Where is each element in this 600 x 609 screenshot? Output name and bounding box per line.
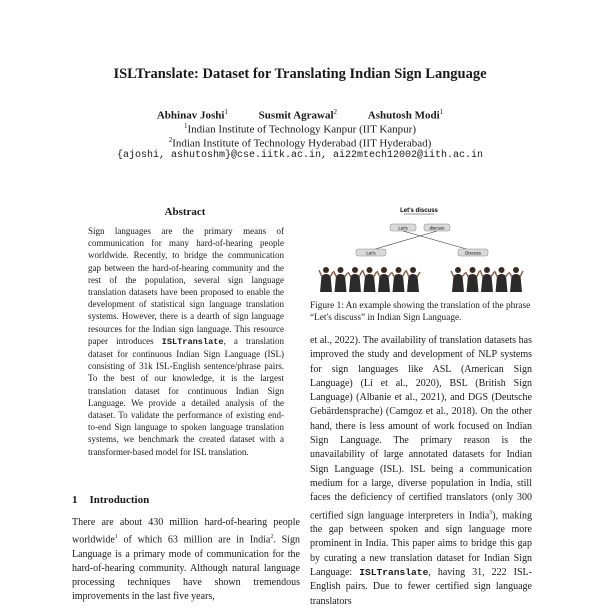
signer-frame [377,267,391,292]
figure-bottom-label: Let's [366,250,376,256]
signer-frame [495,267,509,292]
signer-frame [363,267,377,292]
signer-frame [406,267,420,292]
author-emails: {ajoshi, ashutoshm}@cse.iitk.ac.in, ai22mtech12002@iith.ac.in [116,150,484,161]
sign-frame-strip [319,267,523,292]
author: Ashutosh Modi$^1$ [367,108,444,122]
author: Abhinav Joshi$^1$ [156,108,228,122]
signer-frame [466,267,480,292]
figure-mid-label: discuss [429,225,445,231]
affiliation: $^2$Indian Institute of Technology Hyderabad (IIT Hyderabad) [168,136,432,150]
figure-1 [312,204,526,296]
signer-frame [334,267,348,292]
section-heading: 1 Introduction [72,494,150,506]
signer-frame [451,267,465,292]
paper-title: ISLTranslate: Dataset for Translating Indian Sign Language [113,66,487,82]
introduction-text: There are about 430 million hard-of-hearing people worldwide$^1$ of which 63 million are in India$^2$. Sign Language is a primary mode of communication for the hard-of-hearing community. Although natural language processing techniques have shown tremendous improvements in the last five years, [72,517,300,603]
abstract-text: Sign languages are the primary means of communication for many hard-of-hearing people worldwide. Recently, to bridge the communication gap between the hard-of-hearing community and the rest of the population, several sign language translation datasets have been proposed to enable the development of statistical sign language translation systems. However, there is a dearth of sign language resources for the Indian sign language. This resource paper introduces ISLTranslate, a translation dataset for continuous Indian Sign Language (ISL) consisting of 31k ISL-English sentence/phrase pairs. To the best of our knowledge, it is the largest translation dataset for continuous Indian Sign Language. We provide a detailed analysis of the dataset. To validate the performance of existing end-to-end Sign language to spoken language translation systems, we benchmark the created dataset with a transformer-based model for ISL translation. [88,226,284,457]
signer-frame [392,267,406,292]
affiliation: $^1$Indian Institute of Technology Kanpur (IIT Kanpur) [183,122,417,136]
abstract-heading: Abstract [164,206,206,218]
signer-frame [509,267,523,292]
figure-mid-label: Let's [398,225,408,231]
author-list [0,108,600,122]
right-column-text: et al., 2022). The availability of translation datasets has improved the study and development of NLP systems for sign languages like ASL (American Sign Language) (Li et al., 2020), BSL (British Sign Language) (Albanie et al., 2021), and DGS (Deutsche Gebärdensprache) (Camgoz et al., 2018). On the other hand, there is less amount of work focused on Indian Sign Language. The primary reason is the unavailability of large annotated datasets for Indian Sign Language (ISL). ISL being a communication medium for a large, diverse population in India, still faces the deficiency of certified translators (only 300 certified sign language interpreters in India$^3$), making the gap between spoken and sign language more prominent in India. This paper aims to bridge this gap by curating a new translation dataset for Indian Sign Language: ISLTranslate, having 31, 222 ISL-English pairs. Due to fewer certified sign language translators [310,335,532,607]
signer-frame [319,267,333,292]
signer-frame [348,267,362,292]
author: Susmit Agrawal$^2$ [258,108,338,122]
figure-top-label: Let's discuss [400,208,438,214]
figure-caption: Figure 1: An example showing the translation of the phrase “Let's discuss” in Indian Sign Language. [310,301,531,323]
figure-bottom-label: Discuss [465,250,481,256]
signer-frame [480,267,494,292]
